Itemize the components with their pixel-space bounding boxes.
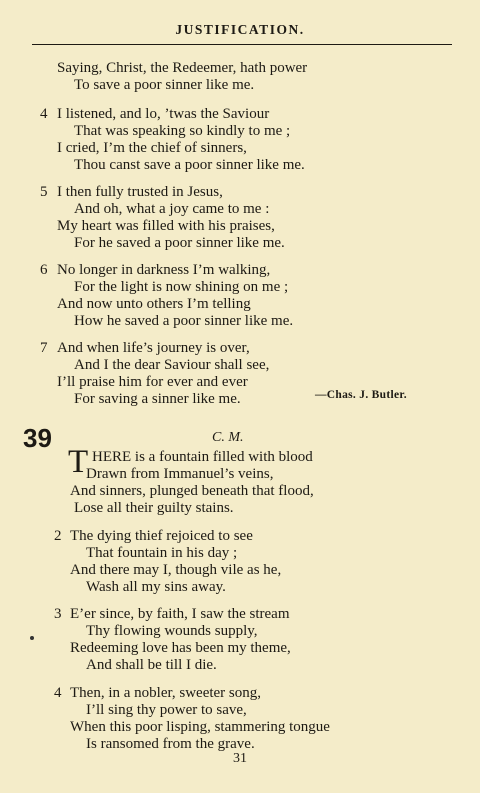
hymn-meter: C. M. <box>212 430 244 445</box>
verse-line: And there may I, though vile as he, <box>70 562 282 578</box>
verse-line: Lose all their guilty stains. <box>74 500 234 516</box>
verse-line: No longer in darkness I’m walking, <box>57 262 271 278</box>
verse-number: 5 <box>40 184 48 200</box>
verse-line: And when life’s journey is over, <box>57 340 250 356</box>
verse-line: The dying thief rejoiced to see <box>70 528 253 544</box>
author-credit: —Chas. J. Butler. <box>315 389 407 401</box>
verse-line: My heart was filled with his praises, <box>57 218 275 234</box>
verse-number: 2 <box>54 528 62 544</box>
header-rule <box>32 44 452 45</box>
verse-line: I then fully trusted in Jesus, <box>57 184 223 200</box>
verse-line: For saving a sinner like me. <box>74 391 241 407</box>
verse-line: Thou canst save a poor sinner like me. <box>74 157 305 173</box>
ink-speck <box>30 636 34 640</box>
verse-line: HERE is a fountain filled with blood <box>92 449 313 465</box>
verse-line: For he saved a poor sinner like me. <box>74 235 285 251</box>
verse-line: And sinners, plunged beneath that flood, <box>70 483 314 499</box>
verse-line: That was speaking so kindly to me ; <box>74 123 291 139</box>
verse-number: 3 <box>54 606 62 622</box>
verse-number: 6 <box>40 262 48 278</box>
running-header: JUSTIFICATION. <box>175 22 305 37</box>
verse-number: 4 <box>40 106 48 122</box>
hymn-number: 39 <box>23 423 52 453</box>
verse-line: And oh, what a joy came to me : <box>74 201 270 217</box>
verse-line: When this poor lisping, stammering tongue <box>70 719 330 735</box>
verse-line: Wash all my sins away. <box>86 579 226 595</box>
verse-line: And I the dear Saviour shall see, <box>74 357 270 373</box>
verse-line: I cried, I’m the chief of sinners, <box>57 140 247 156</box>
verse-line: Redeeming love has been my theme, <box>70 640 291 656</box>
verse-line: E’er since, by faith, I saw the stream <box>70 606 290 622</box>
verse-line: Is ransomed from the grave. <box>86 736 255 752</box>
verse-line: For the light is now shining on me ; <box>74 279 289 295</box>
verse-number: 4 <box>54 685 62 701</box>
verse-3-line-3: Saying, Christ, the Redeemer, hath power <box>57 60 308 76</box>
verse-line: I’ll sing thy power to save, <box>86 702 247 718</box>
verse-number: 7 <box>40 340 48 356</box>
verse-line: And now unto others I’m telling <box>57 296 251 312</box>
verse-line: Drawn from Immanuel’s veins, <box>86 466 274 482</box>
verse-line: Then, in a nobler, sweeter song, <box>70 685 262 701</box>
drop-cap: T <box>68 444 89 480</box>
verse-line: Thy flowing wounds supply, <box>86 623 258 639</box>
page-number: 31 <box>233 751 247 766</box>
verse-line: I listened, and lo, ’twas the Saviour <box>57 106 270 122</box>
verse-line: That fountain in his day ; <box>86 545 238 561</box>
verse-line: And shall be till I die. <box>86 657 217 673</box>
verse-3-line-4: To save a poor sinner like me. <box>74 77 255 93</box>
verse-line: How he saved a poor sinner like me. <box>74 313 294 329</box>
verse-line: I’ll praise him for ever and ever <box>57 374 248 390</box>
